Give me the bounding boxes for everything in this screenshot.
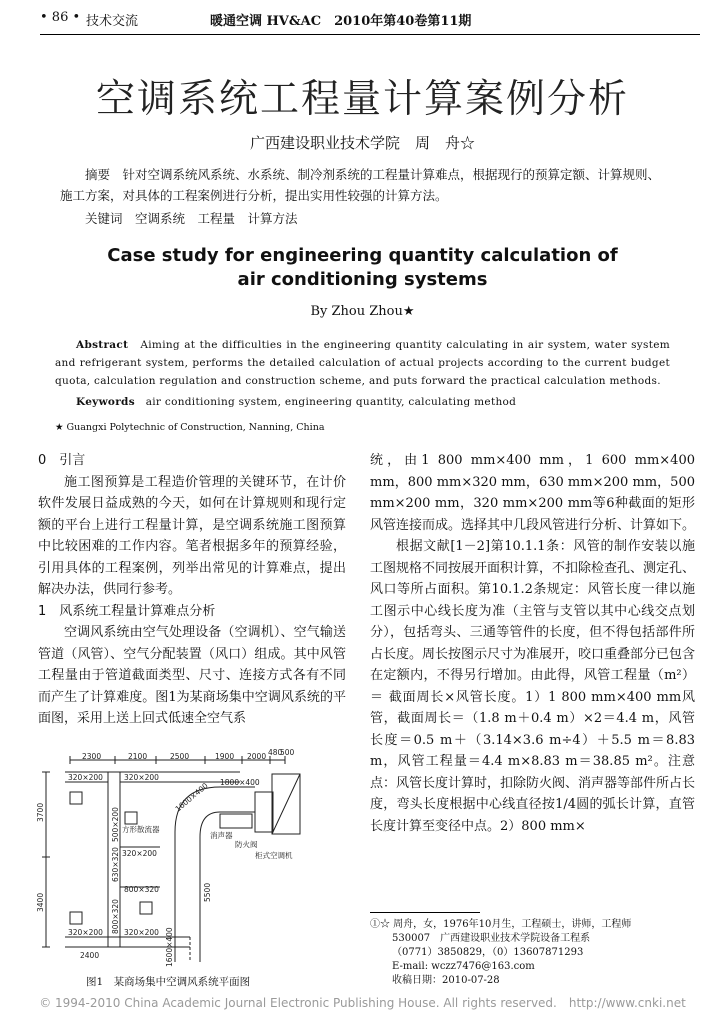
- ahu-label: 柜式空调机: [255, 851, 293, 860]
- figure-1: [36, 748, 350, 970]
- paper-title-en: [0, 244, 725, 292]
- diffuser-label: 方形散流器: [122, 825, 160, 834]
- header-rule: [40, 34, 700, 35]
- duct-label-5: 320×200: [122, 849, 157, 858]
- keywords-en: [55, 393, 670, 411]
- title-en-line-1: Case study for engineering quantity calculation of: [107, 245, 618, 266]
- duct-label-13: 1600×400: [165, 927, 174, 967]
- keywords-en-label: Keywords: [76, 396, 135, 408]
- silencer-label: 消声器: [210, 831, 233, 840]
- right-paragraph-1: 统，由1 800 mm×400 mm，1 600 mm×400 mm，800 mm×320 mm，630 mm×200 mm，500 mm×200 mm，320 mm×200 mm等6种截面的矩形风管连接而成。选择其中几段风管进行分析、计算如下。: [370, 453, 696, 533]
- author-footnote: [370, 918, 700, 988]
- duct-label-11: 1800×400: [220, 778, 260, 787]
- footnote-line-3: （0771）3850829，（0）13607871293: [392, 947, 584, 958]
- right-paragraph-2: 根据文献[1－2]第10.1.1条：风管的制作安装以施工图规格不同按展开面积计算，不扣除检查孔、测定孔、风口等所占面积。第10.1.2条规定：风管长度一律以施工图示中心线长度为准（主管与支管以其中心线交点划分），包括弯头、三通等管件的长度，但不得包括部件所占长度。周长按图示尺寸为准展开，咬口重叠部分已包含在定额内，不得另行增加。由此得，风管工程量（m²）＝ 截面周长×风管长度。1）1 800 mm×400 mm风管，截面周长＝（1.8 m＋0.4 m）×2＝4.4 m，风管长度＝0.5 m＋（3.14×3.6 m÷4）＋5.5 m＝8.83 m，风管工程量＝4.4 m×8.83 m＝38.85 m²。注意点：风管长度计算时，扣除防火阀、消声器等部件所占长度，弯头长度根据中心线直径按1/4圆的弧长计算，直管长度计算至变径中点。2）800 mm×: [370, 539, 696, 834]
- duct-plan-drawing: [36, 748, 350, 970]
- dim-2400: 2400: [80, 951, 100, 960]
- section-0-heading: 0 引言: [38, 453, 86, 468]
- header-journal: 暖通空调 HV&AC 2010年第40卷第11期: [210, 14, 472, 29]
- left-column: [38, 450, 346, 730]
- section-1-heading: 1 风系统工程量计算难点分析: [38, 603, 216, 619]
- duct-label-7: 800×320: [111, 899, 120, 934]
- dim-top-5: 2000: [247, 752, 267, 761]
- dim-left-2: 3400: [36, 892, 45, 912]
- keywords-cn: [60, 208, 670, 229]
- dim-left-1: 3700: [36, 802, 45, 822]
- title-en-line-2: air conditioning systems: [237, 269, 488, 290]
- duct-label-3: 500×200: [111, 807, 120, 842]
- dim-5500: 5500: [203, 882, 212, 902]
- fire-damper-label: 防火阀: [235, 840, 258, 849]
- right-column: [370, 450, 695, 837]
- header-section: 技术交流: [86, 14, 139, 29]
- dim-top-7: 500: [280, 748, 295, 757]
- duct-label-8: 800×320: [124, 885, 159, 894]
- duct-label-9: 320×200: [68, 928, 103, 937]
- section-1-paragraph: 空调风系统由空气处理设备（空调机）、空气输送管道（风管）、空气分配装置（风口）组成。其中风管工程量由于管道截面类型、尺寸、连接方式各有不同而产生了计算难度。图1为某商场集中空调风系统的平面图，采用上送上回式低速全空气系: [38, 625, 346, 726]
- byline-en: By Zhou Zhou★: [310, 304, 415, 319]
- author-affiliation: 广西建设职业技术学院 周 舟☆: [249, 134, 475, 152]
- abstract-cn: [60, 164, 670, 206]
- figure-1-caption: 图1 某商场集中空调风系统平面图: [86, 976, 251, 988]
- footnote-line-2: 530007 广西建设职业技术学院设备工程系: [392, 933, 591, 944]
- abstract-en-label: Abstract: [76, 339, 129, 351]
- keywords-cn-text: 空调系统 工程量 计算方法: [135, 211, 298, 226]
- duct-label-6: 630×320: [111, 847, 120, 882]
- page-number: • 86 •: [40, 10, 81, 25]
- dim-top-6: 480: [268, 748, 283, 757]
- footnote-line-1: ①☆ 周舟，女，1976年10月生，工程硕士，讲师，工程师: [370, 919, 632, 930]
- abstract-en: [55, 336, 670, 390]
- dim-top-2: 2100: [128, 752, 148, 761]
- keywords-en-text: air conditioning system, engineering quantity, calculating method: [145, 396, 517, 408]
- abstract-en-text: Aiming at the difficulties in the engineering quantity calculating in air system, water system and refrigerant system, performs the detailed calculation of actual projects according to the current budget quota, calculation regulation and construction scheme, and puts forward the practical calculation methods.: [55, 339, 670, 387]
- duct-label-10: 320×200: [124, 928, 159, 937]
- keywords-cn-label: 关键词: [85, 211, 123, 226]
- affiliation-en: ★ Guangxi Polytechnic of Construction, Nanning, China: [55, 422, 325, 433]
- duct-label-1: 320×200: [68, 773, 103, 782]
- copyright-watermark: © 1994-2010 China Academic Journal Electronic Publishing House. All rights reserved. http://www.cnki.net: [39, 996, 686, 1010]
- footnote-rule: [370, 912, 480, 913]
- dim-top-1: 2300: [82, 752, 102, 761]
- running-header: [0, 10, 725, 32]
- dim-top-4: 1900: [215, 752, 235, 761]
- abstract-cn-text: 针对空调系统风系统、水系统、制冷剂系统的工程量计算难点，根据现行的预算定额、计算规则、施工方案，对具体的工程案例进行分析，提出实用性较强的计算方法。: [60, 167, 661, 203]
- dim-top-3: 2500: [170, 752, 190, 761]
- footnote-line-4: E-mail: wczz7476@163.com: [392, 961, 535, 972]
- abstract-cn-label: 摘要: [85, 167, 111, 182]
- intro-paragraph: 施工图预算是工程造价管理的关键环节，在计价软件发展日益成熟的今天，如何在计算规则和现行定额的平台上进行工程量计算，是空调系统施工图预算中比较困难的工作内容。笔者根据多年的预算经验，引用具体的工程案例，列举出常见的计算难点，提出解决办法，供同行参考。: [38, 474, 346, 597]
- duct-label-12: 1600×400: [173, 781, 210, 814]
- footnote-line-5: 收稿日期：2010-07-28: [392, 975, 500, 986]
- paper-title: 空调系统工程量计算案例分析: [95, 77, 629, 122]
- duct-label-2: 320×200: [124, 773, 159, 782]
